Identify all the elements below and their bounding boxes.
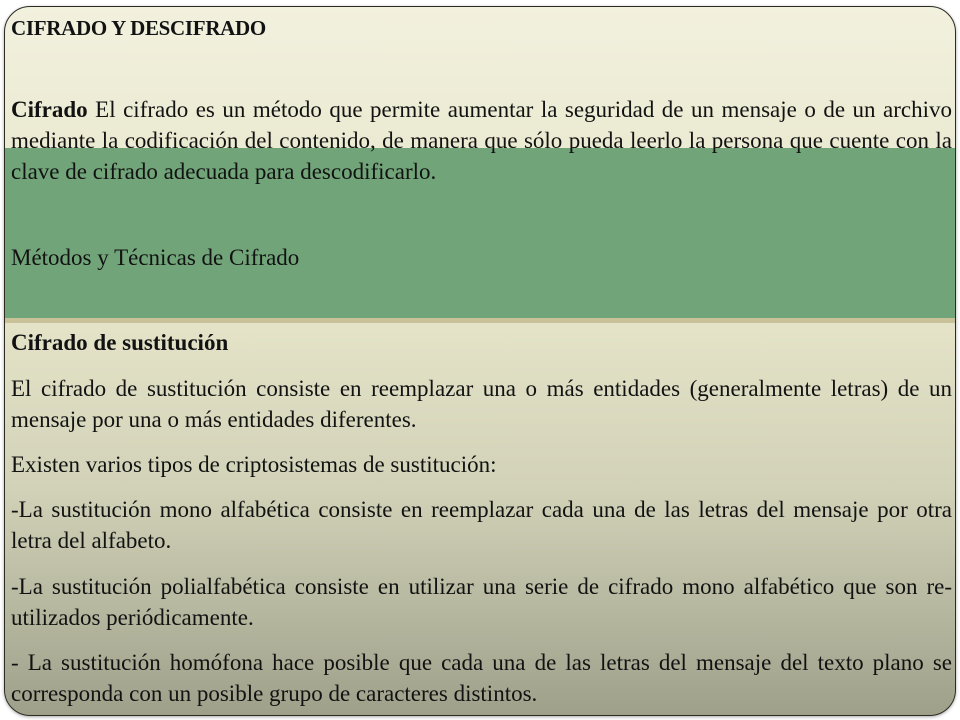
type-mono-alphabetic: -La sustitución mono alfabética consiste en reemplazar cada una de las letras del mensaje por otra letra del alfabeto.	[11, 497, 952, 553]
type-homophonic: - La sustitución homófona hace posible que cada una de las letras del mensaje del texto plano se corresponda con un posible grupo de caracteres distintos.	[11, 650, 952, 706]
intro-paragraph	[11, 94, 952, 187]
accent-band-edge	[5, 318, 955, 323]
types-intro: Existen varios tipos de criptosistemas de sustitución:	[11, 452, 497, 477]
slide-frame	[4, 6, 956, 716]
intro-term: Cifrado	[11, 97, 88, 122]
substitution-definition: El cifrado de sustitución consiste en reemplazar una o más entidades (generalmente letras) de un mensaje por una o más entidades diferentes.	[11, 376, 952, 432]
substitution-title: Cifrado de sustitución	[11, 330, 229, 355]
slide-heading: CIFRADO Y DESCIFRADO	[11, 16, 266, 40]
methods-title: Métodos y Técnicas de Cifrado	[11, 245, 300, 270]
type-polyalphabetic: -La sustitución polialfabética consiste en utilizar una serie de cifrado mono alfabético que son re-utilizados periódicamente.	[11, 574, 952, 630]
intro-text: El cifrado es un método que permite aumentar la seguridad de un mensaje o de un archivo mediante la codificación del contenido, de manera que sólo pueda leerlo la persona que cuente con la clave de cifrado adecuada para descodificarlo.	[11, 97, 952, 184]
